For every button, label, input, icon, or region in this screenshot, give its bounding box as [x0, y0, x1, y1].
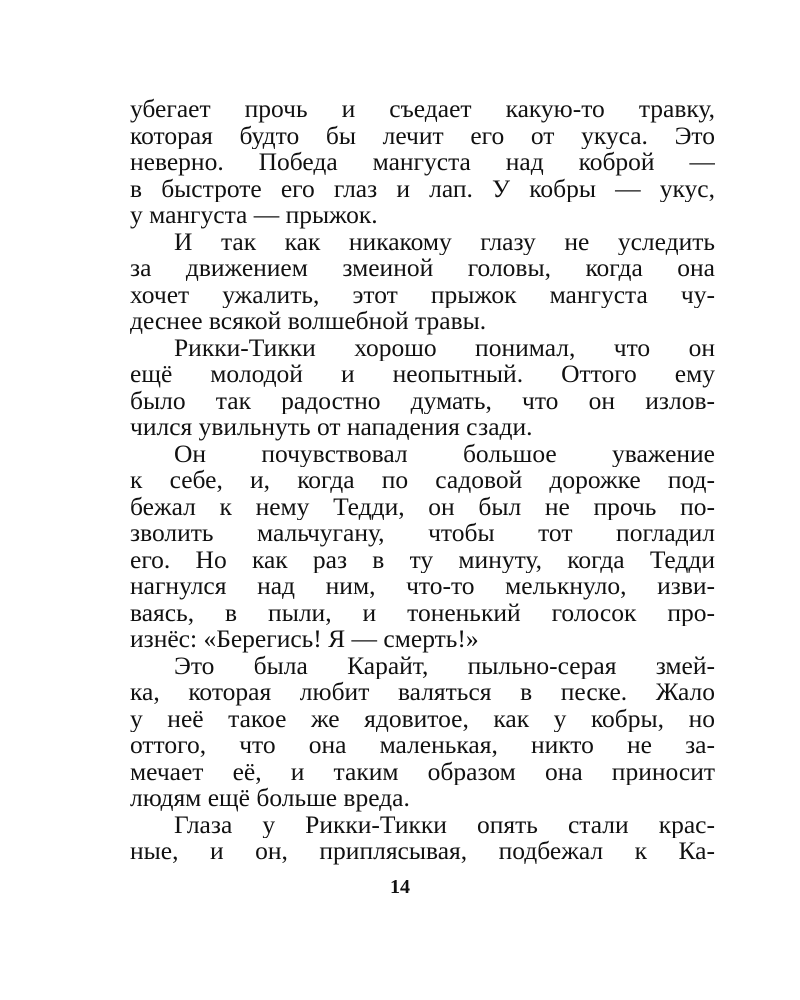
page-number: 14 [390, 876, 410, 898]
text-line: ваясь, в пыли, и тоненький голосок про- [130, 599, 715, 626]
text-line: у неё такое же ядовитое, как у кобры, но [130, 705, 715, 732]
text-line: людям ещё больше вреда. [130, 785, 410, 812]
text-line: И так как никакому глазу не уследить [174, 228, 715, 255]
body-text [130, 96, 715, 865]
text-line: зволить мальчугану, чтобы тот погладил [130, 520, 715, 547]
text-line: его. Но как раз в ту минуту, когда Тедди [130, 546, 715, 573]
text-line: изнёс: «Берегись! Я — смерть!» [130, 626, 479, 653]
text-line: ные, и он, приплясывая, подбежал к Ка- [130, 838, 715, 865]
text-line: хочет ужалить, этот прыжок мангуста чу- [130, 281, 715, 308]
text-line: Глаза у Рикки-Тикки опять стали крас- [174, 811, 715, 838]
text-line: которая будто бы лечит его от укуса. Это [130, 122, 715, 149]
text-line: в быстроте его глаз и лап. У кобры — укус, [130, 175, 715, 202]
text-line: Рикки-Тикки хорошо понимал, что он [174, 334, 715, 361]
text-line: бежал к нему Тедди, он был не прочь по- [130, 493, 715, 520]
text-line: было так радостно думать, что он излов- [130, 387, 715, 414]
text-line: Он почувствовал большое уважение [174, 440, 715, 467]
text-line: нагнулся над ним, что-то мелькнуло, изви- [130, 573, 715, 600]
text-line: ка, которая любит валяться в песке. Жало [130, 679, 715, 706]
text-line: неверно. Победа мангуста над коброй — [130, 149, 715, 176]
text-line: Это была Карайт, пыльно-серая змей- [174, 652, 715, 679]
text-line: деснее всякой волшебной травы. [130, 308, 487, 335]
text-line: убегает прочь и съедает какую-то травку, [130, 96, 715, 123]
text-line: за движением змеиной головы, когда она [130, 255, 715, 282]
text-line: у мангуста — прыжок. [130, 202, 378, 229]
text-line: мечает её, и таким образом она приносит [130, 758, 715, 785]
text-line: к себе, и, когда по садовой дорожке под- [130, 467, 715, 494]
text-line: оттого, что она маленькая, никто не за- [130, 732, 715, 759]
text-line: чился увильнуть от нападения сзади. [130, 414, 533, 441]
text-line: ещё молодой и неопытный. Оттого ему [130, 361, 715, 388]
